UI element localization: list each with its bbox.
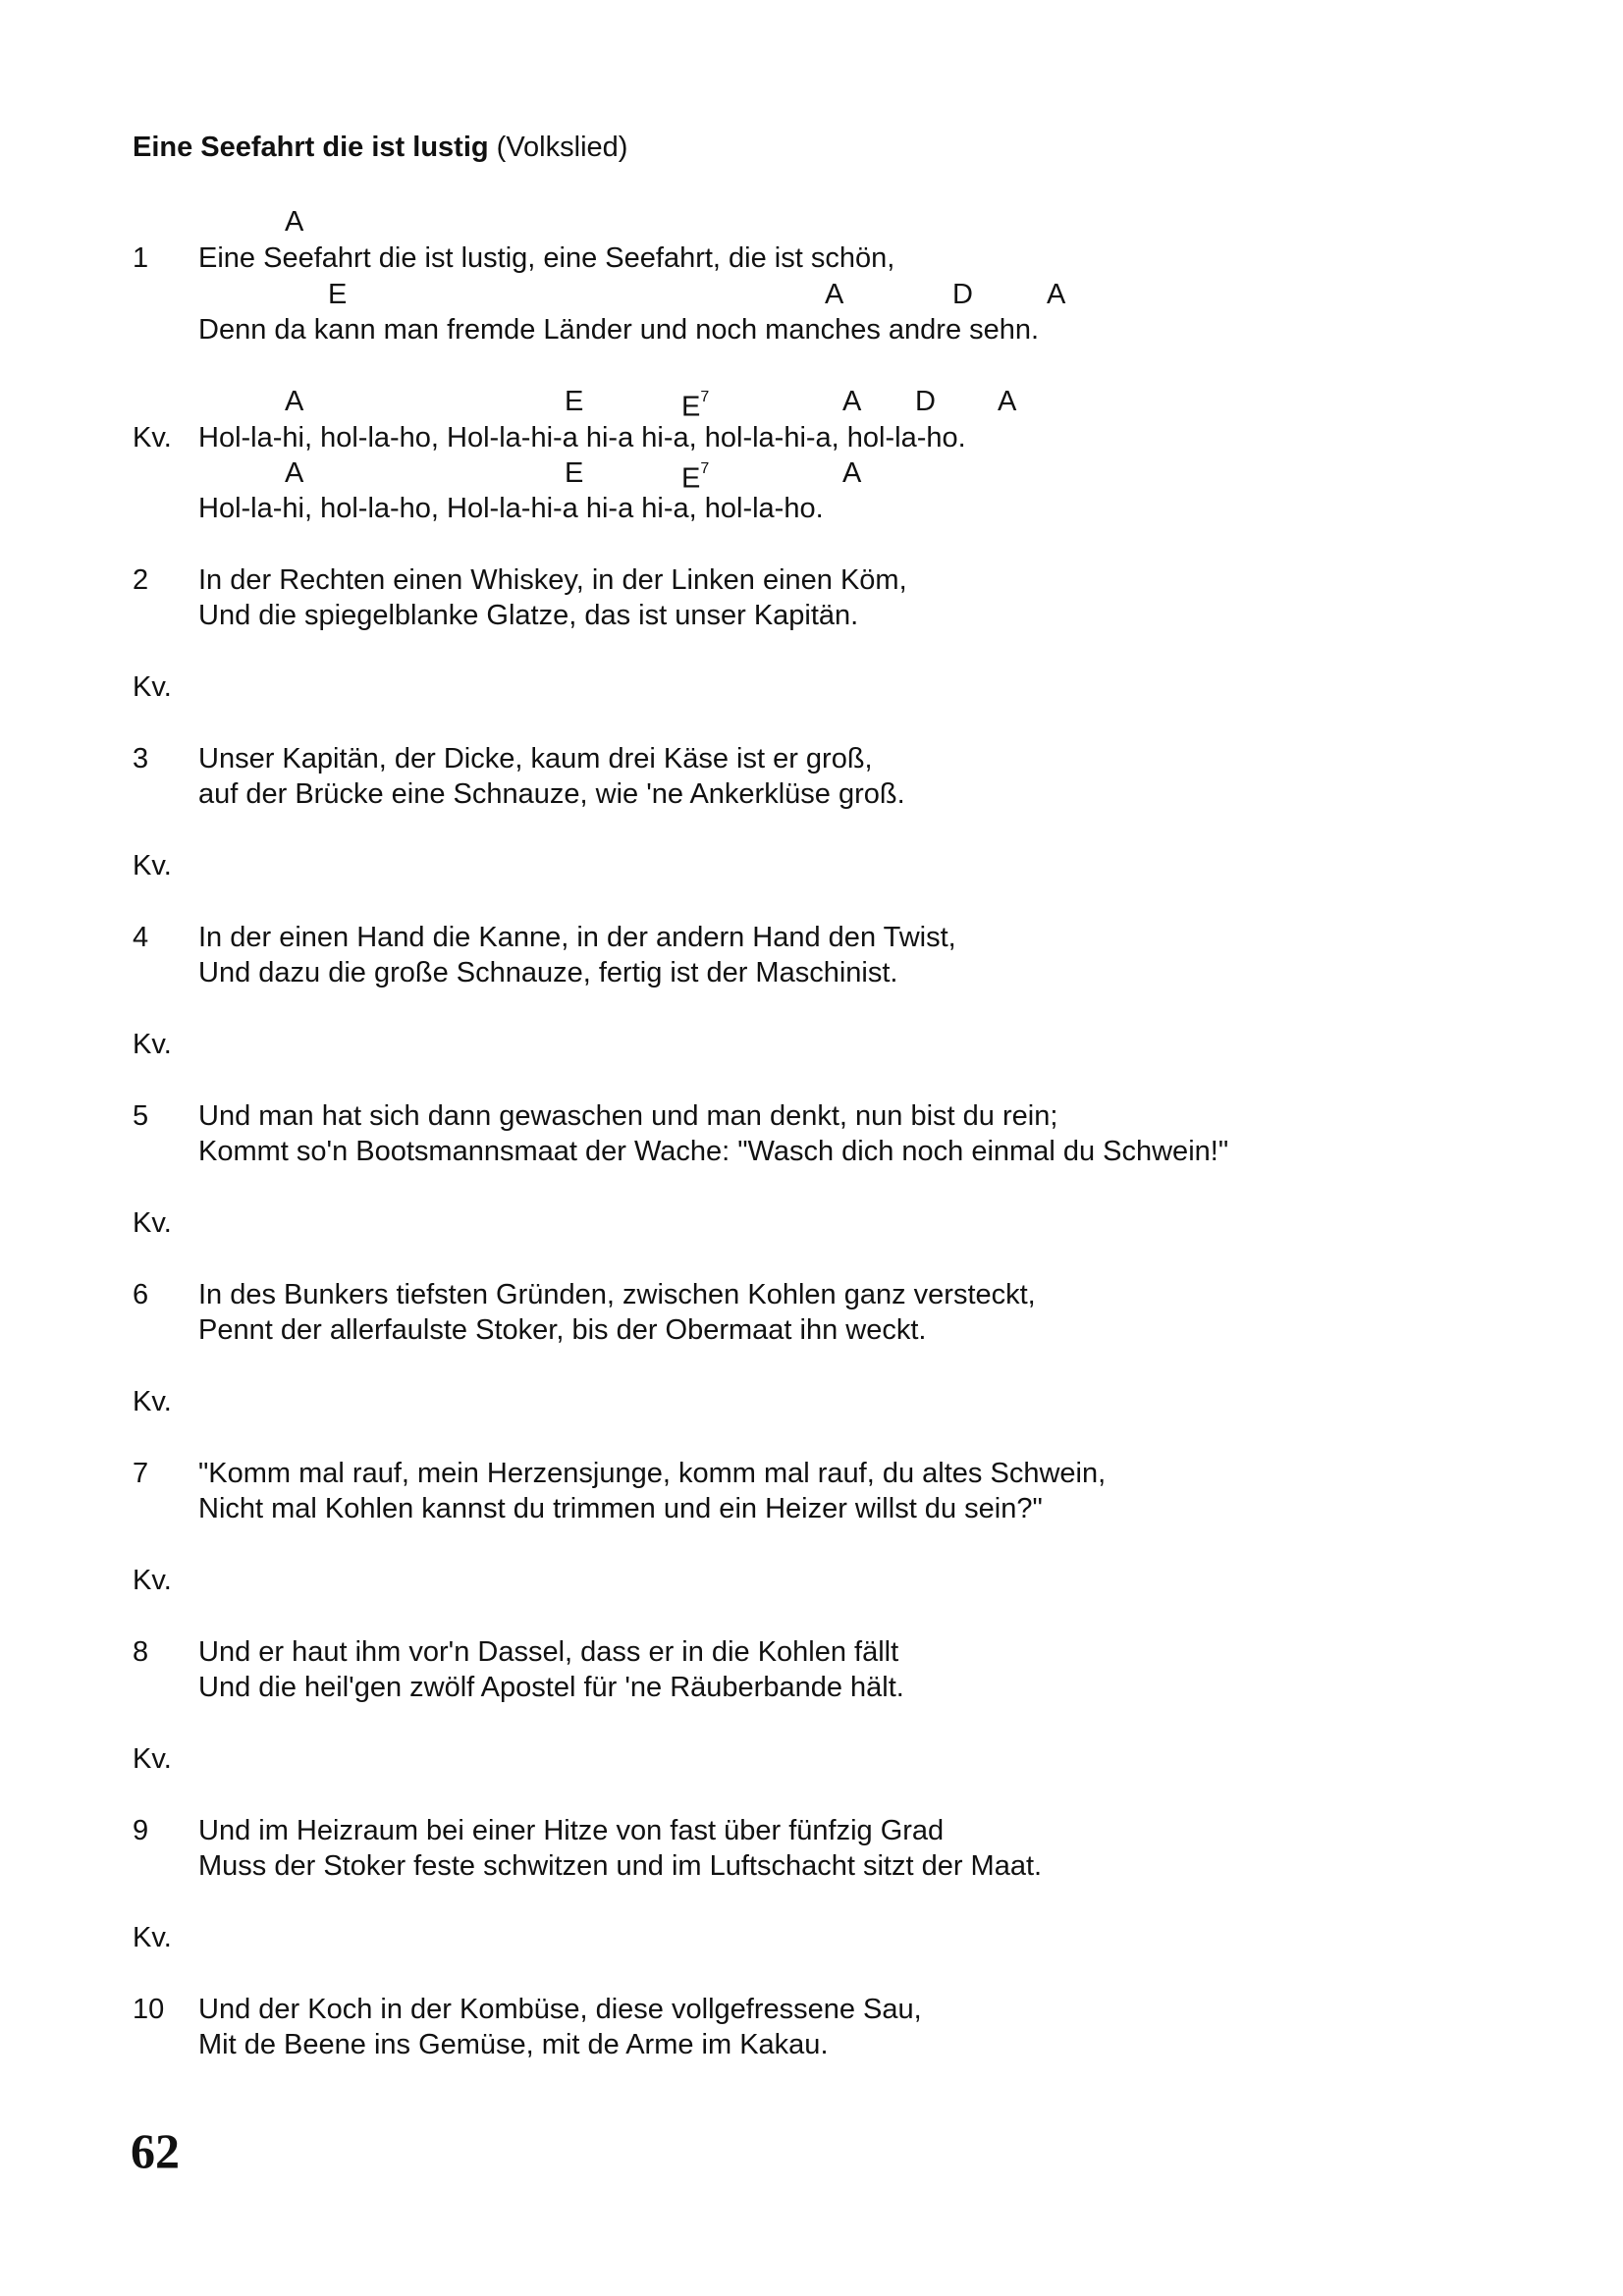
chord: E (328, 279, 348, 310)
verse-7-line-1 (0, 1454, 1623, 1493)
chorus-label: Kv. (133, 671, 172, 703)
chord: A (825, 279, 844, 310)
verse-number: 7 (133, 1458, 149, 1489)
chord: A (998, 386, 1017, 417)
verse-1-line-2 (0, 310, 1623, 349)
verse-3-line-2 (0, 774, 1623, 814)
chorus-line-1 (0, 418, 1623, 457)
verse-text: Pennt der allerfaulste Stoker, bis der Obermaat ihn weckt. (198, 1314, 927, 1346)
chord-seventh: $E^7$ (681, 389, 710, 423)
verse-number: 10 (133, 1994, 165, 2025)
verse-4-line-2 (0, 953, 1623, 992)
verse-number: 4 (133, 922, 149, 953)
chorus-chords-1 (0, 382, 1623, 421)
verse-8-line-1 (0, 1632, 1623, 1672)
chord: A (285, 386, 304, 417)
chord: D (915, 386, 936, 417)
song-title: Eine Seefahrt die ist lustig (133, 132, 489, 163)
chorus-marker (0, 1918, 1623, 1957)
verse-text: Nicht mal Kohlen kannst du trimmen und ein Heizer willst du sein?" (198, 1493, 1043, 1524)
chord: A (842, 457, 862, 489)
chord: A (285, 206, 304, 238)
chorus-label: Kv. (133, 1922, 172, 1953)
verse-9-line-1 (0, 1811, 1623, 1850)
verse-2-line-1 (0, 561, 1623, 600)
verse-text: Eine Seefahrt die ist lustig, eine Seefahrt, die ist schön, (198, 242, 895, 274)
chorus-label: Kv. (133, 422, 172, 454)
verse-7-line-2 (0, 1489, 1623, 1528)
chorus-label: Kv. (133, 850, 172, 881)
chorus-marker (0, 1203, 1623, 1243)
verse-4-line-1 (0, 918, 1623, 957)
chord: E (565, 386, 584, 417)
chorus-text: Hol-la-hi, hol-la-ho, Hol-la-hi-a hi-a hi-a, hol-la-hi-a, hol-la-ho. (198, 422, 966, 454)
chord: A (285, 457, 304, 489)
verse-2-line-2 (0, 596, 1623, 635)
verse-number: 6 (133, 1279, 149, 1310)
chord: A (842, 386, 862, 417)
verse-1-chords-1 (0, 202, 1623, 241)
verse-text: Und dazu die große Schnauze, fertig ist der Maschinist. (198, 957, 898, 988)
chorus-marker (0, 1561, 1623, 1600)
verse-number: 1 (133, 242, 149, 274)
chorus-text: Hol-la-hi, hol-la-ho, Hol-la-hi-a hi-a hi-a, hol-la-ho. (198, 493, 824, 524)
verse-10-line-1 (0, 1990, 1623, 2029)
verse-text: Kommt so'n Bootsmannsmaat der Wache: "Wasch dich noch einmal du Schwein!" (198, 1136, 1229, 1167)
chord: E (565, 457, 584, 489)
verse-text: In des Bunkers tiefsten Gründen, zwischen Kohlen ganz versteckt, (198, 1279, 1036, 1310)
verse-text: In der einen Hand die Kanne, in der andern Hand den Twist, (198, 922, 956, 953)
chorus-marker (0, 1382, 1623, 1421)
chorus-label: Kv. (133, 1743, 172, 1775)
verse-number: 3 (133, 743, 149, 774)
chord-seventh: $E^7$ (681, 460, 710, 495)
chorus-marker (0, 1025, 1623, 1064)
verse-5-line-2 (0, 1132, 1623, 1171)
verse-text: In der Rechten einen Whiskey, in der Linken einen Köm, (198, 564, 907, 596)
chorus-marker (0, 846, 1623, 885)
verse-6-line-1 (0, 1275, 1623, 1314)
chorus-label: Kv. (133, 1207, 172, 1239)
verse-10-line-2 (0, 2025, 1623, 2064)
verse-text: Und er haut ihm vor'n Dassel, dass er in die Kohlen fällt (198, 1636, 899, 1668)
verse-text: Und man hat sich dann gewaschen und man denkt, nun bist du rein; (198, 1100, 1058, 1132)
verse-number: 5 (133, 1100, 149, 1132)
verse-number: 2 (133, 564, 149, 596)
song-subtitle: (Volkslied) (496, 132, 628, 163)
chorus-marker (0, 1739, 1623, 1779)
chorus-label: Kv. (133, 1029, 172, 1060)
verse-number: 9 (133, 1815, 149, 1846)
chord: D (952, 279, 973, 310)
verse-text: auf der Brücke eine Schnauze, wie 'ne Ankerklüse groß. (198, 778, 905, 810)
verse-text: Und die heil'gen zwölf Apostel für 'ne Räuberbande hält. (198, 1672, 904, 1703)
verse-text: Und der Koch in der Kombüse, diese vollgefressene Sau, (198, 1994, 922, 2025)
chorus-chords-2 (0, 454, 1623, 493)
song-title-line (133, 132, 627, 164)
verse-text: Muss der Stoker feste schwitzen und im Luftschacht sitzt der Maat. (198, 1850, 1043, 1882)
verse-1-line-1 (0, 239, 1623, 278)
chord: A (1047, 279, 1066, 310)
verse-text: Mit de Beene ins Gemüse, mit de Arme im Kakau. (198, 2029, 829, 2060)
verse-1-chords-2 (0, 275, 1623, 314)
page-number: 62 (131, 2123, 180, 2178)
verse-5-line-1 (0, 1096, 1623, 1136)
verse-6-line-2 (0, 1310, 1623, 1350)
verse-text: Und die spiegelblanke Glatze, das ist unser Kapitän. (198, 600, 859, 631)
verse-text: "Komm mal rauf, mein Herzensjunge, komm mal rauf, du altes Schwein, (198, 1458, 1107, 1489)
verse-3-line-1 (0, 739, 1623, 778)
verse-8-line-2 (0, 1668, 1623, 1707)
verse-text: Unser Kapitän, der Dicke, kaum drei Käse ist er groß, (198, 743, 873, 774)
chorus-label: Kv. (133, 1565, 172, 1596)
verse-text: Denn da kann man fremde Länder und noch manches andre sehn. (198, 314, 1040, 346)
chorus-line-2 (0, 489, 1623, 528)
verse-text: Und im Heizraum bei einer Hitze von fast über fünfzig Grad (198, 1815, 945, 1846)
chorus-marker (0, 667, 1623, 707)
verse-9-line-2 (0, 1846, 1623, 1886)
verse-number: 8 (133, 1636, 149, 1668)
chorus-label: Kv. (133, 1386, 172, 1417)
